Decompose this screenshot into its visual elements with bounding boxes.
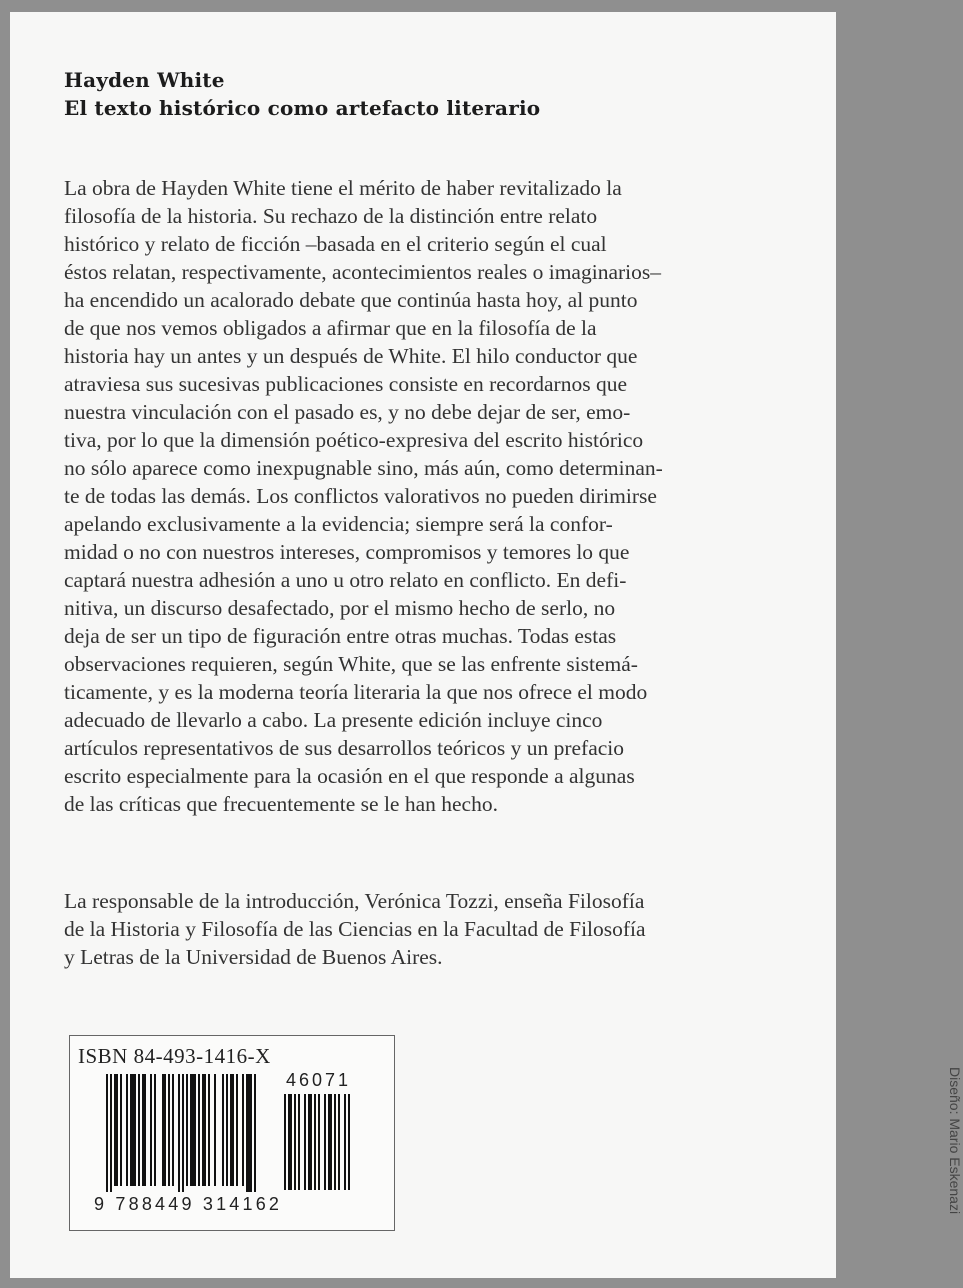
ean-barcode-bars [106,1074,276,1192]
design-credit: Diseño: Mario Eskenazi [947,1067,963,1215]
text-line: no sólo aparece como inexpugnable sino, más aún, como determinan- [64,456,663,480]
barcode-bar [154,1074,156,1186]
barcode-bar [298,1094,300,1190]
barcode-bar [178,1074,180,1192]
text-line: ticamente, y es la moderna teoría literaria la que nos ofrece el modo [64,680,648,704]
barcode-bar [208,1074,210,1186]
isbn-barcode-box [69,1035,395,1231]
barcode-bar [254,1074,256,1192]
barcode-bar [236,1074,238,1186]
barcode-bar [126,1074,128,1186]
synopsis-paragraph [64,174,764,818]
barcode-bar [338,1094,340,1190]
addon-barcode-bars [284,1094,354,1192]
text-line: atraviesa sus sucesivas publicaciones consiste en recordarnos que [64,372,627,396]
book-title: El texto histórico como artefacto literario [64,96,541,120]
barcode-bar [222,1074,224,1186]
barcode-bar [348,1094,350,1190]
barcode-bar [114,1074,118,1186]
text-line: tiva, por lo que la dimensión poético-expresiva del escrito histórico [64,428,644,452]
barcode-bar [226,1074,228,1186]
text-line: observaciones requieren, según White, que se las enfrente sistemá- [64,652,638,676]
barcode-bar [150,1074,152,1186]
barcode-bar [130,1074,136,1186]
barcode-bar [242,1074,244,1186]
text-line: histórico y relato de ficción –basada en el criterio según el cual [64,232,607,256]
text-line: apelando exclusivamente a la evidencia; siempre será la confor- [64,512,613,536]
text-line: de que nos vemos obligados a afirmar que en la filosofía de la [64,316,597,340]
text-line: midad o no con nuestros intereses, compromisos y temores lo que [64,540,630,564]
barcode-bar [214,1074,216,1186]
barcode-bar [120,1074,122,1186]
barcode-bar [198,1074,200,1186]
text-line: historia hay un antes y un después de White. El hilo conductor que [64,344,638,368]
barcode-bar [288,1094,292,1190]
editor-note-paragraph [64,887,764,971]
text-line: éstos relatan, respectivamente, acontecimientos reales o imaginarios– [64,260,661,284]
text-line: filosofía de la historia. Su rechazo de la distinción entre relato [64,204,598,228]
text-line: adecuado de llevarlo a cabo. La presente edición incluye cinco [64,708,603,732]
barcode-bar [294,1094,296,1190]
author-name: Hayden White [64,68,225,92]
text-line: y Letras de la Universidad de Buenos Aires. [64,945,443,969]
text-line: ha encendido un acalorado debate que continúa hasta hoy, al punto [64,288,638,312]
barcode-bar [186,1074,188,1186]
text-line: te de todas las demás. Los conflictos valorativos no pueden dirimirse [64,484,657,508]
barcode-bar [304,1094,306,1190]
text-line: captará nuestra adhesión a uno u otro relato en conflicto. En defi- [64,568,627,592]
text-line: nuestra vinculación con el pasado es, y no debe dejar de ser, emo- [64,400,631,424]
barcode-bar [106,1074,108,1192]
text-line: de la Historia y Filosofía de las Ciencias en la Facultad de Filosofía [64,917,646,941]
ean-digits: 9 788449 314162 [94,1194,283,1214]
barcode-bar [314,1094,316,1190]
text-line: La responsable de la introducción, Verónica Tozzi, enseña Filosofía [64,889,645,913]
barcode-bar [138,1074,140,1186]
barcode-bar [318,1094,320,1190]
text-line: de las críticas que frecuentemente se le han hecho. [64,792,498,816]
barcode-bar [110,1074,112,1192]
text-line: La obra de Hayden White tiene el mérito de haber revitalizado la [64,176,622,200]
barcode-bar [168,1074,170,1186]
barcode-bar [334,1094,336,1190]
text-line: nitiva, un discurso desafectado, por el mismo hecho de serlo, no [64,596,616,620]
addon-digits: 46071 [286,1070,352,1090]
barcode-bar [142,1074,146,1186]
barcode-bar [324,1094,326,1190]
barcode-bar [190,1074,196,1186]
barcode-bar [344,1094,346,1190]
book-back-cover [10,12,963,1278]
barcode-bar [162,1074,166,1186]
barcode-bar [284,1094,286,1190]
text-line: artículos representativos de sus desarrollos teóricos y un prefacio [64,736,625,760]
barcode-bar [182,1074,184,1192]
barcode-bar [328,1094,332,1190]
text-line: escrito especialmente para la ocasión en el que responde a algunas [64,764,635,788]
barcode-bar [230,1074,234,1186]
isbn-label: ISBN 84-493-1416-X [78,1044,271,1068]
text-line: deja de ser un tipo de figuración entre otras muchas. Todas estas [64,624,617,648]
barcode-bar [202,1074,206,1186]
barcode-bar [172,1074,174,1186]
barcode-bar [246,1074,252,1192]
barcode-bar [308,1094,312,1190]
